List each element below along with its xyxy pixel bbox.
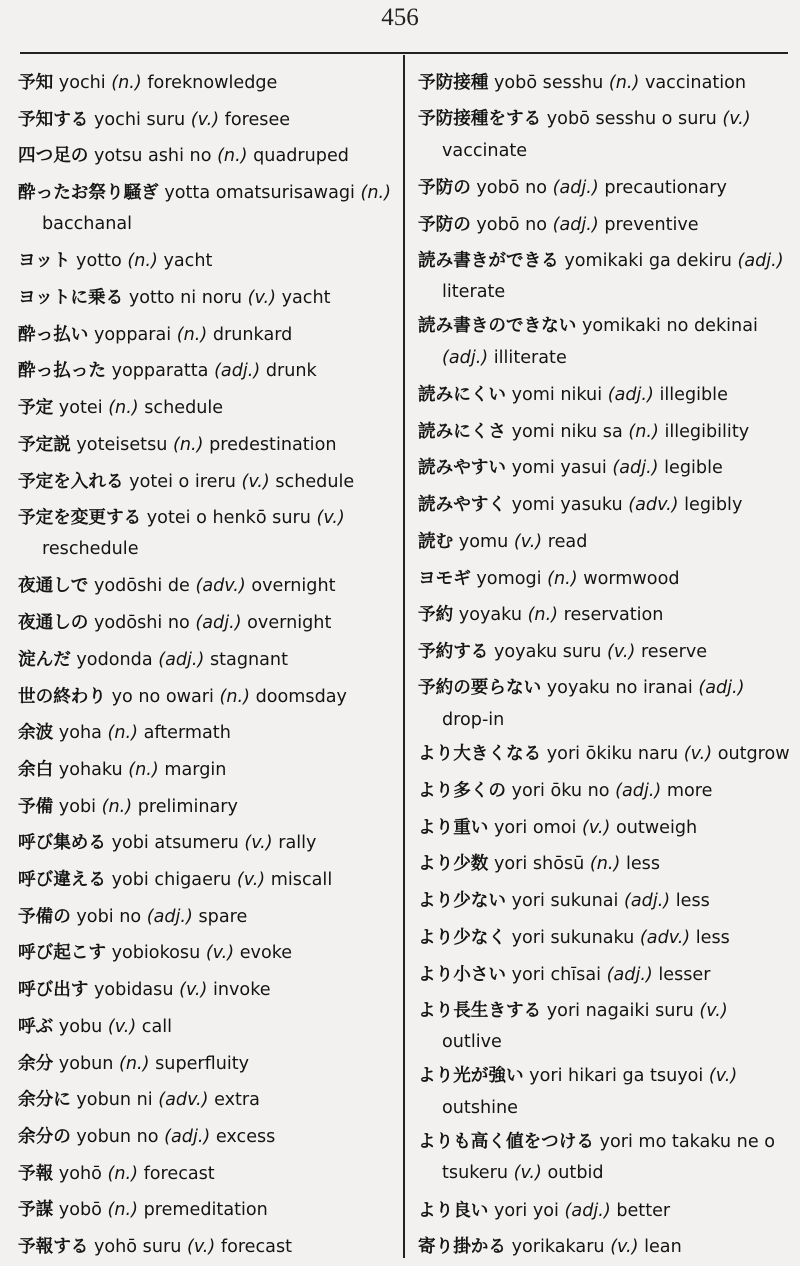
entry-romaji: yobō no	[476, 177, 548, 198]
dictionary-entry	[18, 825, 396, 862]
entry-term: 予約	[418, 605, 454, 626]
entry-part-of-speech: (adv.)	[158, 1090, 209, 1111]
entry-term: より光が強い	[418, 1066, 524, 1087]
entry-romaji: yotto ni noru	[128, 288, 243, 308]
entry-part-of-speech: (adj.)	[146, 906, 193, 927]
entry-part-of-speech: (adj.)	[442, 347, 489, 368]
entry-part-of-speech: (v.)	[610, 1237, 639, 1258]
entry-part-of-speech: (n.)	[589, 854, 621, 875]
dictionary-entry	[418, 996, 790, 1059]
entry-romaji: yori shōsū	[493, 854, 585, 875]
entry-part-of-speech: (n.)	[217, 146, 248, 167]
entry-meaning: more	[666, 780, 713, 801]
entry-meaning: drop-in	[442, 709, 505, 730]
entry-term: 予定	[18, 398, 54, 419]
entry-part-of-speech: (v.)	[179, 980, 208, 1001]
entry-meaning: literate	[442, 282, 506, 303]
dictionary-entry	[418, 207, 790, 244]
entry-term: 予定を入れる	[18, 471, 124, 492]
entry-romaji: yomi yasui	[511, 458, 607, 479]
entry-romaji: yodonda	[76, 649, 153, 670]
column-divider	[403, 55, 405, 1258]
entry-romaji: yoha	[58, 723, 102, 744]
entry-term: 予約する	[418, 642, 489, 662]
entry-term: 予報する	[18, 1237, 89, 1258]
entry-meaning: outlive	[442, 1032, 502, 1053]
entry-part-of-speech: (adj.)	[552, 177, 599, 198]
entry-meaning: invoke	[212, 980, 271, 1001]
entry-part-of-speech: (v.)	[241, 471, 270, 492]
entry-meaning: rally	[278, 833, 317, 854]
entry-term: 呼び集める	[18, 833, 106, 854]
entry-meaning: yacht	[163, 251, 213, 272]
entry-part-of-speech: (v.)	[513, 1163, 542, 1184]
entry-meaning: spare	[198, 906, 248, 927]
entry-term: より多くの	[418, 780, 506, 801]
entry-part-of-speech: (n.)	[360, 182, 391, 203]
entry-romaji: yori sukunaku	[511, 927, 635, 948]
entry-romaji: yopparatta	[111, 361, 209, 382]
entry-term: 予定説	[18, 434, 71, 455]
entry-term: 呼ぶ	[18, 1016, 54, 1037]
entry-romaji: yotsu ashi no	[93, 146, 212, 167]
dictionary-entry	[18, 102, 396, 139]
dictionary-entry	[418, 883, 790, 920]
entry-meaning: illegibility	[664, 421, 750, 442]
entry-meaning: better	[616, 1200, 671, 1221]
entry-term: 夜通しで	[18, 576, 89, 597]
entry-meaning: evoke	[239, 943, 293, 964]
dictionary-entry	[18, 1119, 396, 1156]
entry-romaji: yori sukunai	[511, 891, 619, 912]
entry-romaji: yomi nikui	[511, 385, 603, 406]
entry-term: 世の終わり	[18, 686, 106, 707]
entry-part-of-speech: (v.)	[107, 1016, 137, 1037]
entry-romaji: yohō	[58, 1163, 102, 1184]
entry-romaji: yobō sesshu	[493, 73, 604, 93]
entry-meaning: wormwood	[583, 568, 680, 589]
entry-romaji: yomi niku sa	[511, 421, 623, 442]
dictionary-entry	[418, 597, 790, 634]
entry-meaning: premeditation	[143, 1200, 268, 1221]
entry-romaji: yotei o ireru	[129, 471, 236, 492]
entry-romaji: yobō	[58, 1200, 102, 1221]
entry-romaji: yobō no	[476, 214, 548, 235]
dictionary-entry	[18, 280, 396, 317]
entry-part-of-speech: (v.)	[316, 507, 345, 528]
entry-part-of-speech: (n.)	[107, 1200, 138, 1221]
entry-part-of-speech: (n.)	[547, 568, 578, 589]
entry-meaning: foreknowledge	[147, 73, 278, 93]
entry-term: 呼び起こす	[18, 943, 106, 964]
entry-meaning: precautionary	[604, 177, 727, 198]
dictionary-entry	[418, 634, 790, 671]
entry-romaji: yobidasu	[93, 980, 174, 1001]
entry-meaning: schedule	[275, 471, 355, 492]
entry-term: 四つ足の	[18, 146, 89, 167]
dictionary-entry	[18, 353, 396, 390]
dictionary-entry	[418, 311, 790, 374]
entry-part-of-speech: (adj.)	[552, 214, 599, 235]
entry-meaning: reservation	[563, 605, 664, 626]
dictionary-entry	[418, 561, 790, 598]
entry-meaning: reschedule	[42, 539, 139, 560]
dictionary-entry	[418, 170, 790, 207]
entry-term: 呼び出す	[18, 980, 89, 1001]
entry-term: 淀んだ	[18, 649, 71, 670]
entry-part-of-speech: (adj.)	[737, 250, 784, 271]
dictionary-entry	[418, 920, 790, 957]
right-column	[418, 65, 790, 1266]
entry-part-of-speech: (adj.)	[612, 458, 659, 479]
entry-part-of-speech: (v.)	[683, 743, 713, 764]
dictionary-entry	[18, 642, 396, 679]
entry-meaning: legible	[664, 458, 723, 479]
entry-part-of-speech: (n.)	[219, 686, 250, 707]
entry-part-of-speech: (n.)	[172, 434, 204, 455]
entry-romaji: yori nagaiki suru	[546, 1000, 694, 1021]
entry-meaning: reserve	[640, 642, 708, 662]
dictionary-entry	[18, 935, 396, 972]
entry-romaji: yoyaku	[458, 605, 522, 626]
entry-romaji: yohō suru	[93, 1237, 182, 1258]
entry-meaning: doomsday	[255, 686, 347, 707]
entry-term: 読みにくい	[418, 385, 506, 406]
entry-term: 寄り掛かる	[418, 1237, 506, 1258]
dictionary-entry	[418, 487, 790, 524]
dictionary-entry	[418, 414, 790, 451]
dictionary-entry	[18, 1046, 396, 1083]
entry-term: より良い	[418, 1200, 489, 1221]
entry-romaji: yobun	[58, 1053, 114, 1074]
dictionary-entry	[418, 104, 790, 167]
entry-term: 予謀	[18, 1200, 54, 1221]
dictionary-entry	[18, 972, 396, 1009]
entry-term: より少ない	[418, 891, 506, 912]
entry-romaji: yomikaki ga dekiru	[564, 250, 732, 271]
entry-part-of-speech: (adj.)	[607, 385, 654, 406]
entry-romaji: yotei o henkō suru	[146, 507, 311, 528]
entry-part-of-speech: (v.)	[247, 288, 276, 308]
entry-term: 余分の	[18, 1126, 71, 1147]
entry-term: ヨット	[18, 251, 71, 272]
entry-part-of-speech: (adj.)	[606, 964, 653, 985]
entry-meaning: quadruped	[253, 146, 349, 167]
entry-term: 酔っ払った	[18, 361, 106, 382]
entry-term: 読み書きができる	[418, 250, 559, 271]
entry-term: より重い	[418, 817, 489, 838]
dictionary-entry	[18, 178, 396, 241]
dictionary-entry	[418, 957, 790, 994]
dictionary-entry	[418, 65, 790, 102]
entry-meaning: forecast	[143, 1163, 215, 1184]
entry-term: より長生きする	[418, 1000, 542, 1021]
entry-term: より小さい	[418, 964, 506, 985]
dictionary-entry	[18, 1229, 396, 1266]
entry-term: 予備	[18, 796, 54, 817]
dictionary-entry	[18, 138, 396, 175]
dictionary-entry	[18, 65, 396, 102]
entry-part-of-speech: (n.)	[608, 73, 640, 93]
entry-romaji: yori chīsai	[511, 964, 602, 985]
entry-part-of-speech: (v.)	[708, 1066, 738, 1087]
entry-part-of-speech: (adv.)	[628, 495, 679, 516]
entry-part-of-speech: (v.)	[186, 1237, 216, 1258]
entry-term: より大きくなる	[418, 743, 542, 764]
entry-part-of-speech: (v.)	[513, 531, 543, 552]
entry-term: ヨモギ	[418, 568, 471, 589]
dictionary-entry	[18, 679, 396, 716]
dictionary-entry	[18, 243, 396, 280]
entry-part-of-speech: (adj.)	[564, 1200, 611, 1221]
entry-term: ヨットに乗る	[18, 288, 124, 308]
entry-part-of-speech: (adj.)	[615, 780, 662, 801]
dictionary-entry	[418, 377, 790, 414]
entry-term: 予防接種	[418, 73, 489, 93]
entry-term: 夜通しの	[18, 613, 89, 634]
entry-meaning: less	[675, 891, 710, 912]
entry-meaning: legibly	[684, 495, 743, 516]
entry-romaji: yoyaku no iranai	[546, 678, 693, 699]
dictionary-entry	[18, 789, 396, 826]
entry-term: 読みやすい	[418, 458, 506, 479]
entry-meaning: stagnant	[209, 649, 288, 670]
entry-meaning: drunkard	[212, 324, 293, 345]
entry-meaning: less	[695, 927, 730, 948]
entry-meaning: preliminary	[137, 796, 238, 817]
dictionary-entry	[418, 1229, 790, 1266]
entry-meaning: illiterate	[493, 347, 567, 368]
entry-meaning: miscall	[270, 870, 333, 891]
entry-meaning: less	[625, 854, 660, 875]
entry-part-of-speech: (n.)	[628, 421, 659, 442]
dictionary-entry	[18, 899, 396, 936]
entry-romaji: yotto	[76, 251, 122, 272]
entry-part-of-speech: (n.)	[176, 324, 208, 345]
entry-term: 余波	[18, 723, 54, 744]
dictionary-entry	[18, 862, 396, 899]
entry-term: 酔ったお祭り騒ぎ	[18, 182, 159, 203]
entry-romaji: yobu	[58, 1016, 103, 1037]
entry-meaning: aftermath	[143, 723, 231, 744]
entry-meaning: excess	[215, 1126, 276, 1147]
entry-part-of-speech: (v.)	[190, 109, 220, 130]
dictionary-entry	[18, 1009, 396, 1046]
entry-part-of-speech: (n.)	[108, 398, 139, 419]
entry-term: 予約の要らない	[418, 678, 542, 699]
dictionary-entry	[18, 605, 396, 642]
entry-part-of-speech: (n.)	[119, 1053, 150, 1074]
entry-term: 酔っ払い	[18, 324, 89, 345]
entry-meaning: lesser	[658, 964, 711, 985]
entry-term: 余分に	[18, 1090, 71, 1111]
entry-romaji: yochi	[58, 73, 106, 93]
entry-romaji: yotei	[58, 398, 103, 419]
dictionary-entry	[18, 1192, 396, 1229]
entry-meaning: vaccinate	[442, 140, 528, 161]
entry-romaji: yorikakaru	[511, 1237, 605, 1258]
entry-part-of-speech: (n.)	[101, 796, 133, 817]
entry-term: 余白	[18, 759, 54, 780]
entry-romaji: yori omoi	[493, 817, 577, 838]
entry-meaning: outgrow	[717, 743, 790, 764]
dictionary-entry	[418, 810, 790, 847]
dictionary-entry	[18, 752, 396, 789]
entry-part-of-speech: (n.)	[127, 251, 158, 272]
entry-part-of-speech: (n.)	[107, 1163, 138, 1184]
entry-term: より少数	[418, 854, 489, 875]
entry-romaji: yobun no	[76, 1126, 159, 1147]
entry-meaning: outweigh	[615, 817, 698, 838]
entry-term: 呼び違える	[18, 870, 106, 891]
entry-meaning: illegible	[659, 385, 728, 406]
entry-romaji: yobun ni	[76, 1090, 153, 1111]
entry-term: よりも高く値をつける	[418, 1131, 594, 1152]
dictionary-entry	[418, 673, 790, 736]
entry-romaji: yohaku	[58, 759, 123, 780]
entry-meaning: outbid	[547, 1163, 604, 1184]
header-rule	[20, 52, 788, 54]
entry-meaning: forecast	[220, 1237, 293, 1258]
left-column	[18, 65, 396, 1266]
entry-part-of-speech: (v.)	[722, 109, 751, 130]
entry-part-of-speech: (adj.)	[624, 891, 671, 912]
entry-term: 読みやすく	[418, 495, 506, 516]
entry-meaning: lean	[644, 1237, 682, 1258]
dictionary-entry	[18, 1156, 396, 1193]
dictionary-entry	[418, 739, 790, 771]
dictionary-entry	[18, 427, 396, 464]
entry-meaning: foresee	[224, 109, 291, 130]
entry-meaning: vaccination	[644, 73, 747, 93]
entry-romaji: yori ōku no	[511, 780, 610, 801]
entry-part-of-speech: (v.)	[205, 943, 235, 964]
entry-meaning: read	[547, 531, 588, 552]
entry-part-of-speech: (n.)	[107, 723, 138, 744]
dictionary-entry	[18, 568, 396, 605]
entry-term: 予報	[18, 1163, 54, 1184]
dictionary-entry	[418, 846, 790, 883]
entry-romaji: yodōshi de	[93, 576, 190, 597]
entry-romaji: yoyaku suru	[493, 642, 602, 662]
entry-romaji: yobiokosu	[111, 943, 201, 964]
entry-meaning: margin	[164, 759, 227, 780]
entry-romaji: yomikaki no dekinai	[581, 316, 758, 337]
dictionary-entry	[18, 715, 396, 752]
entry-term: 読む	[418, 531, 454, 552]
dictionary-entry	[418, 1193, 790, 1230]
entry-term: 読みにくさ	[418, 421, 506, 442]
entry-part-of-speech: (adj.)	[164, 1126, 211, 1147]
entry-part-of-speech: (adv.)	[195, 576, 246, 597]
entry-meaning: call	[141, 1016, 173, 1037]
dictionary-entry	[418, 773, 790, 810]
entry-part-of-speech: (adj.)	[158, 649, 205, 670]
entry-romaji: yotta omatsurisawagi	[164, 182, 355, 203]
entry-part-of-speech: (v.)	[244, 833, 273, 854]
entry-term: 予防の	[418, 214, 471, 235]
entry-meaning: schedule	[144, 398, 224, 419]
entry-term: 余分	[18, 1053, 54, 1074]
entry-part-of-speech: (v.)	[607, 642, 636, 662]
entry-romaji: yobō sesshu o suru	[546, 109, 717, 130]
entry-term: 予定を変更する	[18, 507, 142, 528]
entry-part-of-speech: (v.)	[236, 870, 266, 891]
dictionary-entry	[418, 450, 790, 487]
entry-meaning: extra	[214, 1090, 260, 1111]
entry-meaning: overnight	[251, 576, 336, 597]
entry-romaji: yori ōkiku naru	[546, 743, 679, 764]
dictionary-entry	[18, 503, 396, 566]
dictionary-entry	[418, 524, 790, 561]
entry-romaji: yopparai	[93, 324, 172, 345]
entry-term: 予防の	[418, 177, 471, 198]
entry-romaji: yoteisetsu	[76, 434, 168, 455]
entry-romaji: yobi no	[76, 906, 142, 927]
entry-term: より少なく	[418, 927, 506, 948]
page-number: 456	[381, 4, 419, 31]
entry-romaji: yodōshi no	[93, 613, 190, 634]
entry-part-of-speech: (adj.)	[214, 361, 261, 382]
entry-romaji: yori hikari ga tsuyoi	[529, 1066, 704, 1087]
entry-term: 予備の	[18, 906, 71, 927]
entry-meaning: superfluity	[155, 1053, 250, 1074]
entry-term: 予知する	[18, 109, 89, 130]
entry-meaning: drunk	[265, 361, 317, 382]
dictionary-entry	[18, 1082, 396, 1119]
entry-romaji: yo no owari	[111, 686, 214, 707]
entry-romaji: yomu	[458, 531, 509, 552]
entry-term: 読み書きのできない	[418, 316, 577, 337]
entry-meaning: preventive	[604, 214, 699, 235]
entry-meaning: yacht	[281, 288, 331, 308]
dictionary-entry	[418, 1127, 790, 1190]
dictionary-entry	[418, 246, 790, 309]
entry-part-of-speech: (n.)	[128, 759, 159, 780]
entry-part-of-speech: (v.)	[699, 1000, 728, 1021]
entry-romaji: yobi atsumeru	[111, 833, 239, 854]
dictionary-entry	[18, 317, 396, 354]
entry-part-of-speech: (n.)	[111, 73, 142, 93]
dictionary-entry	[18, 390, 396, 427]
entry-romaji: yori yoi	[493, 1200, 559, 1221]
entry-romaji: yomi yasuku	[511, 495, 623, 516]
entry-meaning: predestination	[209, 434, 337, 455]
entry-part-of-speech: (adj.)	[195, 613, 242, 634]
entry-part-of-speech: (n.)	[527, 605, 559, 626]
entry-romaji: yori mo takaku ne o tsukeru	[442, 1131, 775, 1184]
entry-romaji: yomogi	[476, 568, 542, 589]
entry-term: 予防接種をする	[418, 109, 542, 130]
entry-meaning: bacchanal	[42, 214, 133, 235]
entry-romaji: yochi suru	[93, 109, 186, 130]
entry-romaji: yobi	[58, 796, 97, 817]
entry-part-of-speech: (adj.)	[698, 678, 745, 699]
entry-part-of-speech: (adv.)	[639, 927, 691, 948]
dictionary-entry	[18, 464, 396, 501]
entry-term: 予知	[18, 73, 54, 93]
entry-part-of-speech: (v.)	[582, 817, 611, 838]
entry-meaning: overnight	[247, 613, 332, 634]
entry-romaji: yobi chigaeru	[111, 870, 232, 891]
dictionary-entry	[418, 1061, 790, 1124]
entry-meaning: outshine	[442, 1097, 518, 1118]
